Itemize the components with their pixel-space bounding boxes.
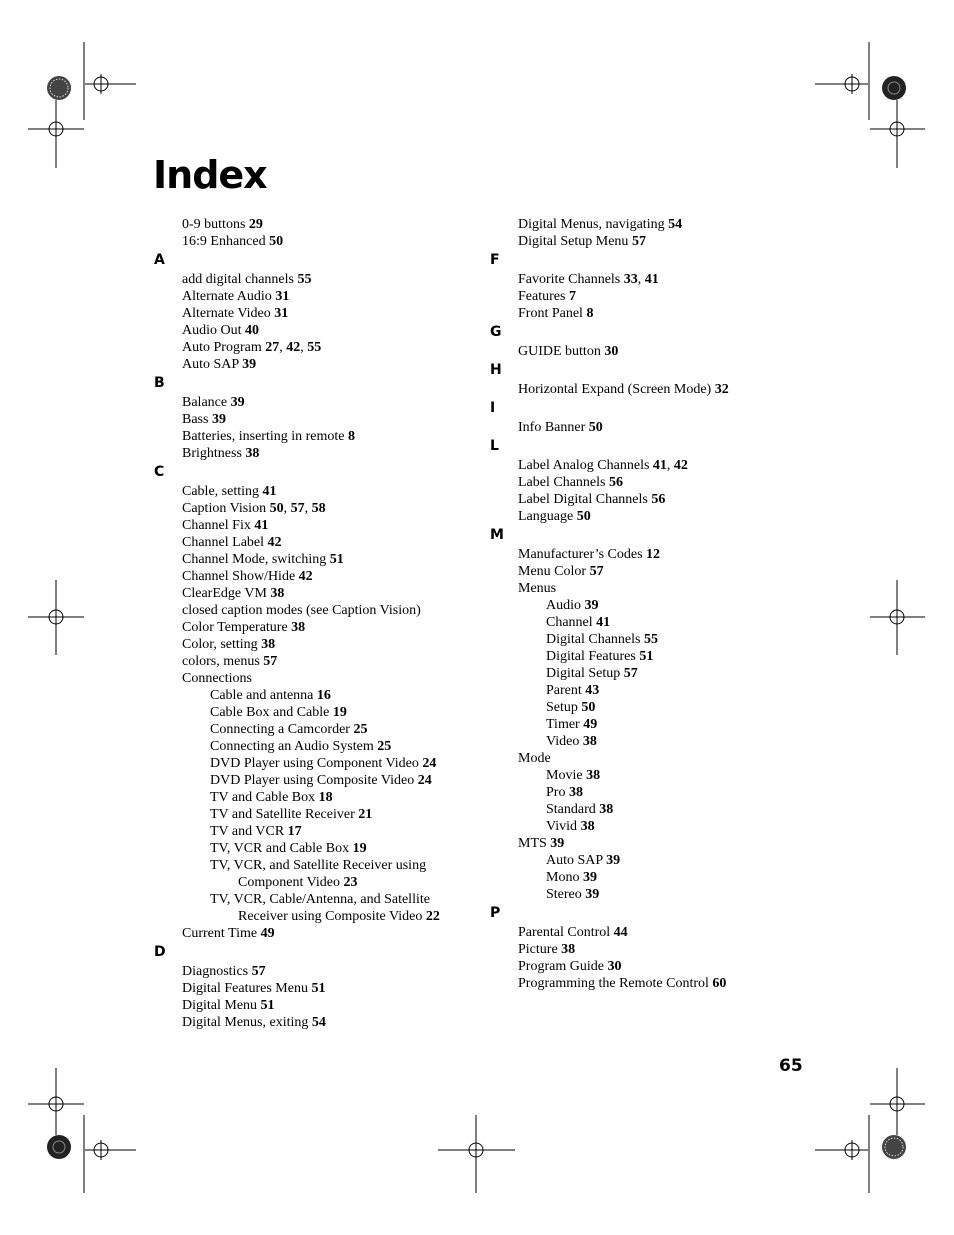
index-entry <box>490 580 790 597</box>
index-page-ref: 8 <box>348 429 356 444</box>
index-entry: Favorite Channels 33, 41 <box>518 272 659 287</box>
index-entry <box>154 857 454 874</box>
index-entry <box>490 784 790 801</box>
index-entry-text: Horizontal Expand (Screen Mode) <box>518 382 712 397</box>
index-entry-text: Current Time <box>182 926 258 941</box>
index-page-ref: 55 <box>307 340 322 355</box>
index-entry <box>490 682 790 699</box>
index-entry <box>154 772 454 789</box>
index-page-ref: 57 <box>623 666 638 681</box>
index-entry-text: TV, VCR and Cable Box <box>210 841 350 856</box>
index-page-ref: 42 <box>267 535 282 550</box>
index-entry <box>490 381 790 398</box>
index-entry-text: Digital Channels <box>546 632 641 647</box>
index-entry <box>490 491 790 508</box>
index-entry-text: 16:9 Enhanced <box>182 234 266 249</box>
index-entry <box>490 958 790 975</box>
index-page-ref: 41 <box>262 484 277 499</box>
index-entry-text: Favorite Channels <box>518 272 621 287</box>
index-entry-text: Alternate Audio <box>182 289 272 304</box>
index-entry-text: TV and VCR <box>210 824 285 839</box>
index-entry <box>490 835 790 852</box>
index-entry-text: Menus <box>518 581 557 596</box>
index-page-ref: 38 <box>568 785 583 800</box>
index-entry-text: ClearEdge VM <box>182 586 267 601</box>
index-entry <box>154 908 454 925</box>
index-page-ref: 38 <box>291 620 306 635</box>
index-entry-text: Timer <box>546 717 580 732</box>
index-entry-text: Cable Box and Cable <box>210 705 330 720</box>
index-entry <box>490 216 790 233</box>
index-page-ref: 50 <box>269 501 284 516</box>
index-entry-text: Batteries, inserting in remote <box>182 429 345 444</box>
index-entry <box>490 941 790 958</box>
index-entry: Label Analog Channels 41, 42 <box>518 458 688 473</box>
index-page-ref: 58 <box>311 501 326 516</box>
index-entry <box>154 233 454 250</box>
index-page-ref: 41 <box>596 615 611 630</box>
index-entry-text: Menu Color <box>518 564 587 579</box>
index-entry-text: Digital Menus, navigating <box>518 217 665 232</box>
index-page-ref: 56 <box>651 492 666 507</box>
index-entry-text: Mode <box>518 751 551 766</box>
index-letter-heading: I <box>490 400 496 416</box>
index-entry <box>154 789 454 806</box>
index-entry-text: Connecting a Camcorder <box>210 722 350 737</box>
index-entry: Auto Program 27, 42, 55 <box>182 340 322 355</box>
index-entry <box>490 305 790 322</box>
index-page-ref: 32 <box>714 382 729 397</box>
index-entry <box>154 738 454 755</box>
index-letter-heading: F <box>490 252 500 268</box>
index-entry-text: Balance <box>182 395 228 410</box>
index-page-ref: 42 <box>286 340 301 355</box>
index-page-ref: 27 <box>265 340 280 355</box>
index-entry <box>154 925 454 942</box>
index-letter-heading: A <box>154 252 165 268</box>
index-entry <box>490 801 790 818</box>
index-page-ref: 12 <box>646 547 661 562</box>
index-page-ref: 39 <box>211 412 226 427</box>
index-entry-text: Color Temperature <box>182 620 288 635</box>
index-entry <box>154 963 454 980</box>
page-title: Index <box>153 153 267 197</box>
index-page-ref: 54 <box>311 1015 326 1030</box>
index-entry <box>490 665 790 682</box>
index-page-ref: 60 <box>712 976 727 991</box>
index-entry <box>490 699 790 716</box>
index-entry-text: DVD Player using Component Video <box>210 756 419 771</box>
index-entry-text: Label Analog Channels <box>518 458 650 473</box>
index-entry <box>154 445 454 462</box>
index-entry <box>490 975 790 992</box>
index-page-ref: 38 <box>586 768 601 783</box>
index-entry <box>490 597 790 614</box>
index-entry-text: Receiver using Composite Video <box>238 909 423 924</box>
index-entry-text: Caption Vision <box>182 501 267 516</box>
index-entry <box>154 755 454 772</box>
index-entry-text: MTS <box>518 836 547 851</box>
index-entry-text: Connections <box>182 671 252 686</box>
index-page-ref: 40 <box>245 323 259 338</box>
index-entry-text: Channel Label <box>182 535 265 550</box>
index-entry <box>154 356 454 373</box>
index-entry-text: GUIDE button <box>518 344 601 359</box>
index-entry <box>154 874 454 891</box>
index-entry-text: Auto SAP <box>182 357 239 372</box>
index-entry <box>154 687 454 704</box>
index-page-ref: 43 <box>585 683 600 698</box>
index-entry <box>154 619 454 636</box>
index-entry-text: Digital Menu <box>182 998 258 1013</box>
index-entry-text: Parental Control <box>518 925 611 940</box>
index-page-ref: 50 <box>269 234 284 249</box>
index-page-ref: 51 <box>639 649 654 664</box>
index-entry <box>154 411 454 428</box>
index-page-ref: 39 <box>582 870 597 885</box>
index-entry <box>154 483 454 500</box>
index-entry-text: Audio Out <box>182 323 242 338</box>
index-page-ref: 38 <box>245 446 260 461</box>
index-page-ref: 57 <box>589 564 604 579</box>
index-entry <box>154 602 454 619</box>
index-entry <box>490 233 790 250</box>
index-entry <box>490 419 790 436</box>
index-page-ref: 57 <box>263 654 278 669</box>
index-page-ref: 24 <box>417 773 432 788</box>
index-page-ref: 39 <box>550 836 565 851</box>
index-page-ref: 16 <box>316 688 331 703</box>
index-entry-text: Program Guide <box>518 959 604 974</box>
index-entry <box>490 869 790 886</box>
index-page-ref: 49 <box>583 717 598 732</box>
index-entry <box>154 216 454 233</box>
index-page-ref: 39 <box>242 357 257 372</box>
index-page-ref: 39 <box>606 853 621 868</box>
index-entry-text: Setup <box>546 700 578 715</box>
index-entry <box>154 428 454 445</box>
index-page-ref: 56 <box>608 475 623 490</box>
page-number: 65 <box>779 1056 803 1076</box>
index-entry-text: Channel Mode, switching <box>182 552 327 567</box>
index-entry <box>154 271 454 288</box>
index-entry <box>490 546 790 563</box>
index-page-ref: 21 <box>358 807 373 822</box>
index-page-ref: 19 <box>332 705 347 720</box>
index-page-ref: 57 <box>290 501 305 516</box>
index-entry-text: Auto Program <box>182 340 262 355</box>
index-entry-text: Diagnostics <box>182 964 249 979</box>
index-entry-text: Front Panel <box>518 306 583 321</box>
index-page-ref: 22 <box>425 909 440 924</box>
index-page-ref: 25 <box>353 722 368 737</box>
index-entry-text: Mono <box>546 870 580 885</box>
index-page-ref: 41 <box>644 272 659 287</box>
index-page-ref: 30 <box>607 959 622 974</box>
index-entry <box>490 716 790 733</box>
index-letter-heading: P <box>490 905 501 921</box>
index-page-ref: 55 <box>297 272 312 287</box>
index-page-ref: 25 <box>377 739 392 754</box>
index-entry-text: Pro <box>546 785 566 800</box>
index-entry <box>490 563 790 580</box>
index-entry <box>154 704 454 721</box>
index-entry-text: Cable, setting <box>182 484 259 499</box>
index-entry-text: Vivid <box>546 819 578 834</box>
index-page-ref: 23 <box>343 875 358 890</box>
index-entry-text: Bass <box>182 412 209 427</box>
index-letter-heading: G <box>490 324 502 340</box>
index-entry-text: Digital Features Menu <box>182 981 308 996</box>
index-page-ref: 18 <box>318 790 333 805</box>
index-entry-text: Color, setting <box>182 637 258 652</box>
index-entry-text: Features <box>518 289 566 304</box>
index-entry-text: Digital Setup Menu <box>518 234 629 249</box>
index-page-ref: 17 <box>287 824 302 839</box>
index-page-ref: 38 <box>261 637 276 652</box>
index-entry <box>490 508 790 525</box>
index-page-ref: 39 <box>585 887 600 902</box>
index-page-ref: 44 <box>613 925 628 940</box>
index-entry <box>490 474 790 491</box>
index-entry <box>154 322 454 339</box>
index-entry <box>154 517 454 534</box>
index-entry-text: Digital Features <box>546 649 636 664</box>
index-entry-text: Language <box>518 509 574 524</box>
index-entry-text: Info Banner <box>518 420 586 435</box>
index-page-ref: 51 <box>311 981 326 996</box>
index-entry <box>154 534 454 551</box>
index-entry <box>490 750 790 767</box>
index-page-ref: 29 <box>248 217 263 232</box>
index-entry-text: Movie <box>546 768 583 783</box>
index-entry <box>154 288 454 305</box>
index-entry-text: Programming the Remote Control <box>518 976 709 991</box>
index-page-ref: 31 <box>274 306 289 321</box>
index-entry <box>154 551 454 568</box>
index-page-ref: 33 <box>623 272 638 287</box>
index-letter-heading: L <box>490 438 499 454</box>
index-column-left <box>154 216 454 1031</box>
index-page-ref: 41 <box>652 458 667 473</box>
index-entry: Caption Vision 50, 57, 58 <box>182 501 326 516</box>
index-page-ref: 50 <box>588 420 603 435</box>
index-entry-text: Auto SAP <box>546 853 603 868</box>
index-entry <box>490 886 790 903</box>
index-page-ref: 7 <box>568 289 576 304</box>
index-entry <box>154 585 454 602</box>
index-entry <box>490 852 790 869</box>
index-entry <box>154 394 454 411</box>
index-page-ref: 51 <box>260 998 275 1013</box>
index-page-ref: 38 <box>580 819 595 834</box>
index-entry <box>154 670 454 687</box>
index-page-ref: 39 <box>584 598 599 613</box>
index-entry <box>154 305 454 322</box>
index-entry-text: Video <box>546 734 580 749</box>
index-letter-heading: D <box>154 944 166 960</box>
index-page-ref: 57 <box>631 234 646 249</box>
index-entry-text: TV and Satellite Receiver <box>210 807 355 822</box>
index-entry-text: Picture <box>518 942 558 957</box>
index-entry <box>154 1014 454 1031</box>
index-entry-text: TV, VCR, Cable/Antenna, and Satellite <box>210 892 430 907</box>
index-page-ref: 38 <box>599 802 614 817</box>
index-entry-text: colors, menus <box>182 654 260 669</box>
index-entry-text: Digital Menus, exiting <box>182 1015 309 1030</box>
index-page-ref: 38 <box>270 586 285 601</box>
index-entry-text: Audio <box>546 598 581 613</box>
index-entry-text: Channel Fix <box>182 518 251 533</box>
index-page-ref: 49 <box>260 926 275 941</box>
index-entry <box>490 818 790 835</box>
index-entry <box>490 767 790 784</box>
index-column-right <box>490 216 790 992</box>
index-letter-heading: B <box>154 375 165 391</box>
index-entry-text: Connecting an Audio System <box>210 739 374 754</box>
index-entry-text: Cable and antenna <box>210 688 314 703</box>
index-entry-text: Label Channels <box>518 475 606 490</box>
index-entry <box>154 840 454 857</box>
index-entry-text: TV and Cable Box <box>210 790 316 805</box>
index-entry-text: closed caption modes (see Caption Vision) <box>182 603 421 618</box>
index-entry-text: TV, VCR, and Satellite Receiver using <box>210 858 427 873</box>
index-page-ref: 55 <box>644 632 658 647</box>
index-entry-text: Channel <box>546 615 593 630</box>
index-entry-text: Stereo <box>546 887 582 902</box>
index-entry <box>154 721 454 738</box>
index-page-ref: 8 <box>586 306 594 321</box>
index-entry <box>490 924 790 941</box>
index-entry-text: Channel Show/Hide <box>182 569 296 584</box>
index-page-ref: 42 <box>673 458 688 473</box>
index-entry-text: Manufacturer’s Codes <box>518 547 643 562</box>
index-entry <box>154 980 454 997</box>
index-entry-text: 0-9 buttons <box>182 217 246 232</box>
index-entry <box>490 733 790 750</box>
index-entry <box>154 806 454 823</box>
index-entry-text: Component Video <box>238 875 340 890</box>
index-page-ref: 54 <box>668 217 683 232</box>
index-page-ref: 31 <box>275 289 290 304</box>
index-page-ref: 50 <box>581 700 596 715</box>
index-entry <box>490 648 790 665</box>
index-page-ref: 38 <box>582 734 597 749</box>
index-page-ref: 30 <box>604 344 619 359</box>
index-page-ref: 19 <box>352 841 367 856</box>
index-page-ref: 42 <box>298 569 313 584</box>
index-entry <box>490 614 790 631</box>
index-entry <box>154 997 454 1014</box>
index-entry-text: add digital channels <box>182 272 294 287</box>
index-entry <box>154 823 454 840</box>
index-entry <box>490 631 790 648</box>
index-entry <box>154 891 454 908</box>
index-page-ref: 50 <box>576 509 591 524</box>
index-entry <box>490 288 790 305</box>
index-entry-text: Alternate Video <box>182 306 271 321</box>
index-entry <box>490 343 790 360</box>
index-letter-heading: C <box>154 464 165 480</box>
index-letter-heading: H <box>490 362 502 378</box>
index-entry-text: Brightness <box>182 446 242 461</box>
index-entry <box>154 653 454 670</box>
index-entry <box>154 636 454 653</box>
index-entry-text: Standard <box>546 802 596 817</box>
index-entry-text: Digital Setup <box>546 666 621 681</box>
index-page-ref: 39 <box>230 395 245 410</box>
index-entry-text: DVD Player using Composite Video <box>210 773 415 788</box>
index-entry <box>154 568 454 585</box>
index-entry-text: Label Digital Channels <box>518 492 648 507</box>
index-page-ref: 57 <box>251 964 266 979</box>
index-page-ref: 51 <box>329 552 344 567</box>
index-page-ref: 38 <box>561 942 576 957</box>
index-page-ref: 24 <box>422 756 437 771</box>
index-letter-heading: M <box>490 527 504 543</box>
index-entry-text: Parent <box>546 683 582 698</box>
index-page-ref: 41 <box>254 518 269 533</box>
